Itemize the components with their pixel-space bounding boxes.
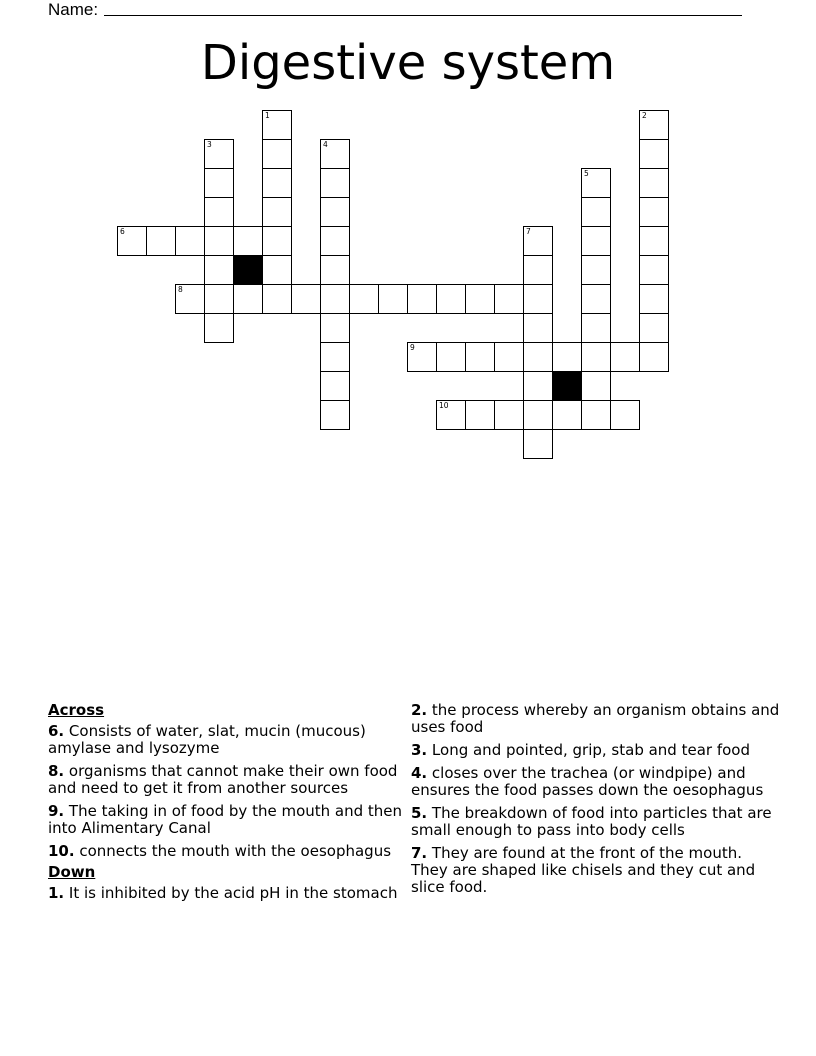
crossword-cell[interactable] bbox=[523, 400, 553, 430]
crossword-cell-5[interactable] bbox=[581, 168, 611, 198]
clue-down-5 bbox=[411, 805, 783, 839]
clue-number: 7. bbox=[411, 844, 428, 862]
clue-down-1 bbox=[48, 885, 404, 902]
crossword-cell[interactable] bbox=[262, 197, 292, 227]
clue-number: 3. bbox=[411, 741, 428, 759]
cell-number: 5 bbox=[584, 169, 589, 178]
crossword-cell[interactable] bbox=[320, 255, 350, 285]
crossword-cell[interactable] bbox=[639, 255, 669, 285]
crossword-cell[interactable] bbox=[465, 400, 495, 430]
crossword-cell[interactable] bbox=[552, 342, 582, 372]
crossword-cell[interactable] bbox=[262, 284, 292, 314]
crossword-cell[interactable] bbox=[523, 284, 553, 314]
crossword-cell[interactable] bbox=[639, 139, 669, 169]
crossword-cell[interactable] bbox=[233, 284, 263, 314]
clue-text: The breakdown of food into particles that are small enough to pass into body cells bbox=[411, 804, 772, 839]
clue-text: closes over the trachea (or windpipe) and ensures the food passes down the oesophagus bbox=[411, 764, 764, 799]
crossword-cell[interactable] bbox=[494, 284, 524, 314]
clue-text: the process whereby an organism obtains and uses food bbox=[411, 701, 780, 736]
clue-across-8 bbox=[48, 763, 404, 797]
crossword-cell-2[interactable] bbox=[639, 110, 669, 140]
clue-text: organisms that cannot make their own food and need to get it from another sources bbox=[48, 762, 398, 797]
crossword-cell[interactable] bbox=[320, 342, 350, 372]
crossword-cell-10[interactable] bbox=[436, 400, 466, 430]
crossword-cell[interactable] bbox=[494, 400, 524, 430]
clue-text: Consists of water, slat, mucin (mucous) amylase and lysozyme bbox=[48, 722, 366, 757]
clue-number: 6. bbox=[48, 722, 65, 740]
cell-number: 3 bbox=[207, 140, 212, 149]
crossword-cell[interactable] bbox=[436, 342, 466, 372]
clue-text: It is inhibited by the acid pH in the stomach bbox=[68, 884, 398, 902]
clue-number: 9. bbox=[48, 802, 65, 820]
crossword-cell[interactable] bbox=[581, 400, 611, 430]
clue-text: The taking in of food by the mouth and then into Alimentary Canal bbox=[48, 802, 403, 837]
cell-number: 8 bbox=[178, 285, 183, 294]
cell-number: 1 bbox=[265, 111, 270, 120]
crossword-cell[interactable] bbox=[146, 226, 176, 256]
crossword-cell[interactable] bbox=[581, 197, 611, 227]
crossword-cell[interactable] bbox=[262, 168, 292, 198]
clues-column-right bbox=[411, 702, 783, 902]
clue-number: 4. bbox=[411, 764, 428, 782]
crossword-cell[interactable] bbox=[639, 284, 669, 314]
crossword-cell[interactable] bbox=[610, 342, 640, 372]
crossword-cell[interactable] bbox=[320, 197, 350, 227]
crossword-cell[interactable] bbox=[639, 226, 669, 256]
crossword-cell[interactable] bbox=[262, 255, 292, 285]
clue-across-9 bbox=[48, 803, 404, 837]
crossword-cell-8[interactable] bbox=[175, 284, 205, 314]
crossword-cell-7[interactable] bbox=[523, 226, 553, 256]
cell-number: 7 bbox=[526, 227, 531, 236]
crossword-cell-1[interactable] bbox=[262, 110, 292, 140]
clue-across-6 bbox=[48, 723, 404, 757]
name-write-line[interactable] bbox=[104, 15, 742, 16]
clue-number: 1. bbox=[48, 884, 65, 902]
crossword-cell[interactable] bbox=[320, 400, 350, 430]
crossword-cell[interactable] bbox=[320, 168, 350, 198]
clue-down-2 bbox=[411, 702, 783, 736]
crossword-cell[interactable] bbox=[523, 255, 553, 285]
crossword-cell[interactable] bbox=[494, 342, 524, 372]
blocked-cell bbox=[233, 255, 263, 285]
crossword-cell[interactable] bbox=[523, 429, 553, 459]
crossword-cell[interactable] bbox=[407, 284, 437, 314]
crossword-cell[interactable] bbox=[233, 226, 263, 256]
crossword-cell[interactable] bbox=[204, 255, 234, 285]
crossword-cell[interactable] bbox=[552, 400, 582, 430]
cell-number: 2 bbox=[642, 111, 647, 120]
crossword-cell[interactable] bbox=[291, 284, 321, 314]
crossword-cell[interactable] bbox=[436, 284, 466, 314]
clue-number: 5. bbox=[411, 804, 428, 822]
crossword-cell[interactable] bbox=[465, 284, 495, 314]
crossword-cell[interactable] bbox=[639, 197, 669, 227]
crossword-cell-4[interactable] bbox=[320, 139, 350, 169]
clue-text: connects the mouth with the oesophagus bbox=[79, 842, 392, 860]
crossword-cell[interactable] bbox=[523, 371, 553, 401]
cell-number: 6 bbox=[120, 227, 125, 236]
crossword-cell[interactable] bbox=[349, 284, 379, 314]
crossword-cell[interactable] bbox=[581, 342, 611, 372]
crossword-cell[interactable] bbox=[581, 371, 611, 401]
page-title: Digestive system bbox=[200, 35, 616, 91]
clue-across-10 bbox=[48, 843, 404, 860]
crossword-cell[interactable] bbox=[523, 342, 553, 372]
clue-text: They are found at the front of the mouth. They are shaped like chisels and they cut and slice food. bbox=[411, 844, 756, 896]
cell-number: 9 bbox=[410, 343, 415, 352]
crossword-cell[interactable] bbox=[610, 400, 640, 430]
crossword-cell-6[interactable] bbox=[117, 226, 147, 256]
crossword-cell[interactable] bbox=[320, 284, 350, 314]
crossword-cell[interactable] bbox=[639, 313, 669, 343]
crossword-cell[interactable] bbox=[262, 226, 292, 256]
crossword-cell[interactable] bbox=[581, 284, 611, 314]
crossword-cell[interactable] bbox=[378, 284, 408, 314]
crossword-cell[interactable] bbox=[320, 313, 350, 343]
crossword-cell[interactable] bbox=[204, 284, 234, 314]
crossword-cell[interactable] bbox=[204, 226, 234, 256]
crossword-cell[interactable] bbox=[581, 226, 611, 256]
crossword-cell[interactable] bbox=[320, 371, 350, 401]
cell-number: 10 bbox=[439, 401, 449, 410]
clue-down-3 bbox=[411, 742, 783, 759]
crossword-cell[interactable] bbox=[581, 255, 611, 285]
name-label: Name: bbox=[48, 0, 99, 19]
down-heading: Down bbox=[48, 863, 96, 881]
crossword-cell[interactable] bbox=[204, 168, 234, 198]
clue-down-7 bbox=[411, 845, 783, 896]
crossword-cell[interactable] bbox=[465, 342, 495, 372]
clue-down-4 bbox=[411, 765, 783, 799]
crossword-cell[interactable] bbox=[320, 226, 350, 256]
crossword-cell[interactable] bbox=[523, 313, 553, 343]
blocked-cell bbox=[552, 371, 582, 401]
name-line bbox=[48, 0, 98, 20]
crossword-cell[interactable] bbox=[581, 313, 611, 343]
crossword-cell[interactable] bbox=[175, 226, 205, 256]
clue-number: 8. bbox=[48, 762, 65, 780]
crossword-cell[interactable] bbox=[204, 313, 234, 343]
crossword-cell-3[interactable] bbox=[204, 139, 234, 169]
crossword-cell[interactable] bbox=[262, 139, 292, 169]
clue-number: 10. bbox=[48, 842, 75, 860]
crossword-cell[interactable] bbox=[639, 168, 669, 198]
clue-number: 2. bbox=[411, 701, 428, 719]
cell-number: 4 bbox=[323, 140, 328, 149]
clue-text: Long and pointed, grip, stab and tear food bbox=[431, 741, 750, 759]
crossword-cell[interactable] bbox=[639, 342, 669, 372]
crossword-cell[interactable] bbox=[204, 197, 234, 227]
clues-column-left bbox=[48, 702, 404, 908]
across-heading: Across bbox=[48, 701, 105, 719]
crossword-cell-9[interactable] bbox=[407, 342, 437, 372]
